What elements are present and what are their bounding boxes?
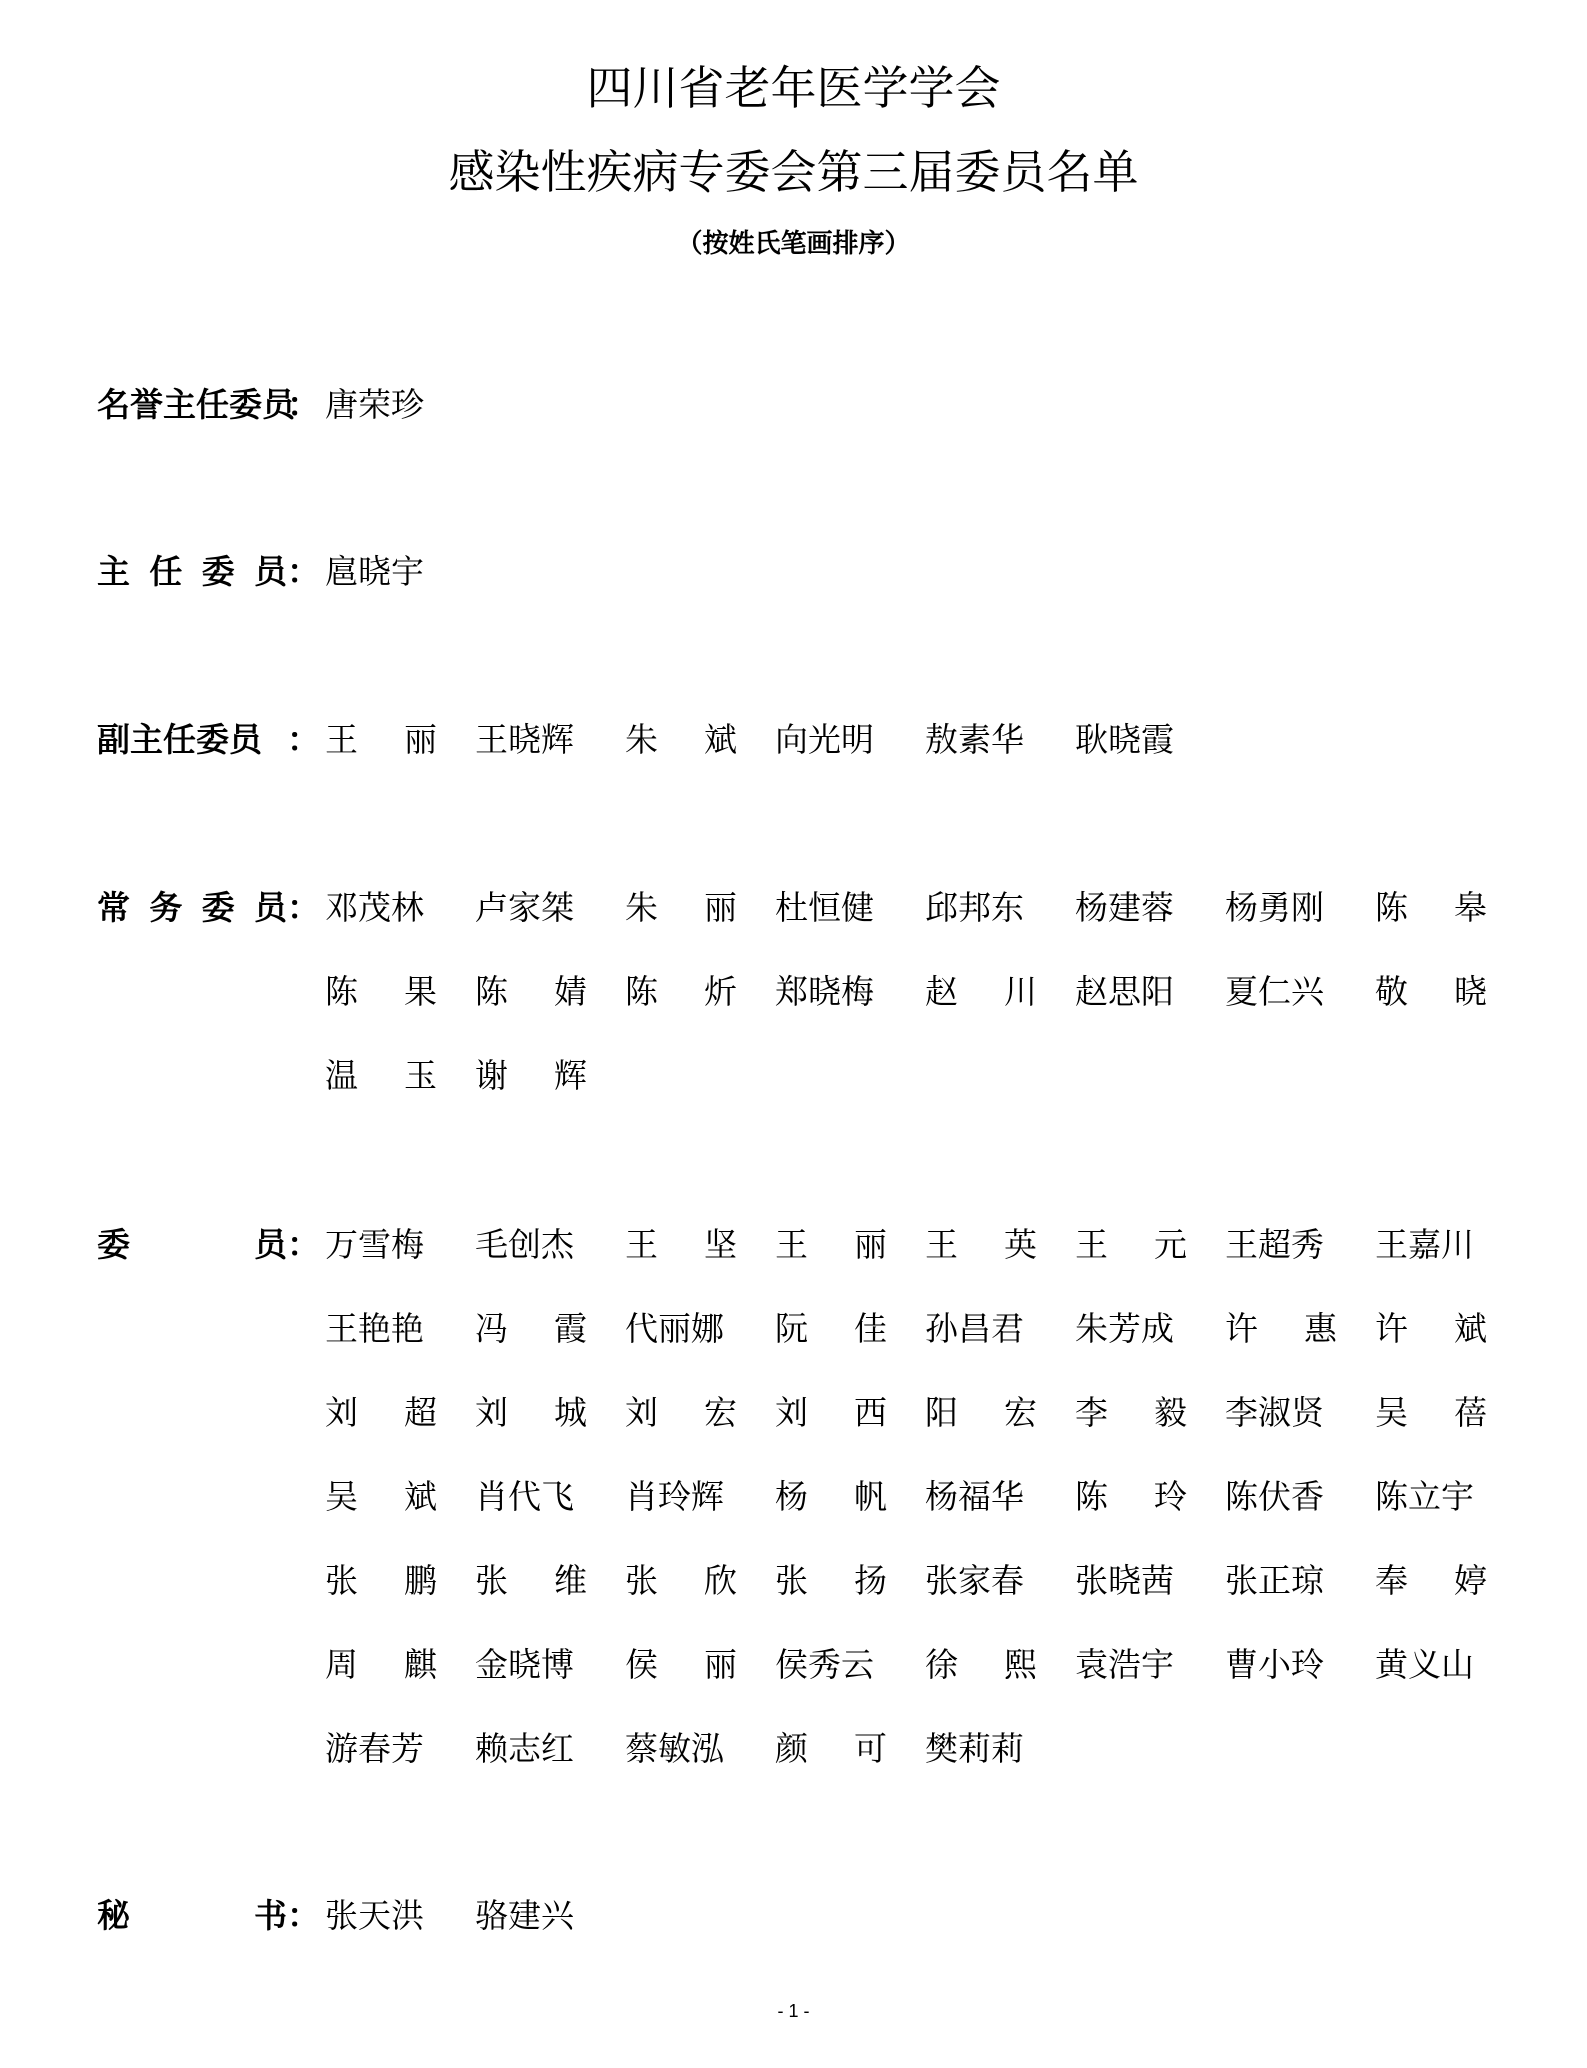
label-colon: ： (287, 1225, 320, 1264)
member-name: 王晓辉 (475, 720, 574, 759)
member-name: 许 惠 (1225, 1309, 1337, 1348)
member-name: 向光明 (775, 720, 874, 759)
member-name: 邓茂林 (325, 888, 424, 927)
member-name: 颜 可 (775, 1729, 887, 1768)
member-name: 陈伏香 (1225, 1477, 1324, 1516)
member-name: 代丽娜 (625, 1309, 724, 1348)
member-name: 冯 霞 (475, 1309, 587, 1348)
name-list (325, 363, 1525, 447)
member-name: 夏仁兴 (1225, 972, 1324, 1011)
member-name: 杨勇刚 (1225, 888, 1324, 927)
member-name: 赖志红 (475, 1729, 574, 1768)
member-name: 陈 婧 (475, 972, 587, 1011)
member-name: 曹小玲 (1225, 1645, 1324, 1684)
section-label-text: 副主任委员 (97, 720, 262, 759)
section-label (97, 1874, 325, 1958)
member-name: 徐 熙 (925, 1645, 1037, 1684)
member-name: 张 维 (475, 1561, 587, 1600)
document-subtitle: （按姓氏笔画排序） (676, 229, 911, 259)
label-colon: ： (287, 552, 320, 591)
member-name: 万雪梅 (325, 1225, 424, 1264)
member-name: 温 玉 (325, 1056, 437, 1095)
member-name: 袁浩宇 (1075, 1645, 1174, 1684)
member-name: 敬 晓 (1375, 972, 1487, 1011)
member-name: 郑晓梅 (775, 972, 874, 1011)
member-name: 杨福华 (925, 1477, 1024, 1516)
member-name: 阮 佳 (775, 1309, 887, 1348)
member-name: 毛创杰 (475, 1225, 574, 1264)
member-name: 陈 皋 (1375, 888, 1487, 927)
name-list (325, 1874, 1525, 1958)
section-label-text: 名誉主任委员 (97, 385, 295, 424)
document-title-line2: 感染性疾病专委会第三届委员名单 (448, 145, 1139, 199)
member-name: 樊莉莉 (925, 1729, 1024, 1768)
page-number: - 1 - (777, 2001, 810, 2021)
member-name: 张 欣 (625, 1561, 737, 1600)
member-name: 谢 辉 (475, 1056, 587, 1095)
member-name: 卢家桀 (475, 888, 574, 927)
member-name: 朱 斌 (625, 720, 737, 759)
member-name: 扈晓宇 (325, 552, 424, 591)
label-colon: ： (287, 720, 320, 759)
member-name: 赵 川 (925, 972, 1037, 1011)
member-name: 唐荣珍 (325, 385, 424, 424)
label-colon: ： (287, 1896, 320, 1935)
member-name: 刘 城 (475, 1393, 587, 1432)
name-list (325, 698, 1525, 782)
member-name: 陈 玲 (1075, 1477, 1187, 1516)
section-label (97, 866, 325, 950)
member-name: 王 丽 (325, 720, 437, 759)
member-name: 王 英 (925, 1225, 1037, 1264)
member-name: 张 鹏 (325, 1561, 437, 1600)
member-name: 李 毅 (1075, 1393, 1187, 1432)
member-name: 朱芳成 (1075, 1309, 1174, 1348)
member-name: 黄义山 (1375, 1645, 1474, 1684)
name-list (325, 530, 1525, 614)
member-name: 张家春 (925, 1561, 1024, 1600)
section-label (97, 530, 325, 614)
member-name: 孙昌君 (925, 1309, 1024, 1348)
member-name: 陈 炘 (625, 972, 737, 1011)
document-title-line1: 四川省老年医学学会 (586, 61, 1001, 115)
member-name: 侯秀云 (775, 1645, 874, 1684)
member-name: 邱邦东 (925, 888, 1024, 927)
member-name: 游春芳 (325, 1729, 424, 1768)
member-name: 杨建蓉 (1075, 888, 1174, 927)
label-colon: ： (287, 385, 320, 424)
section-label-text: 秘 书 (97, 1896, 287, 1935)
section-label (97, 363, 325, 447)
member-name: 陈 果 (325, 972, 437, 1011)
member-name: 杨 帆 (775, 1477, 887, 1516)
member-name: 肖代飞 (475, 1477, 574, 1516)
member-name: 吴 蓓 (1375, 1393, 1487, 1432)
name-list (325, 866, 1525, 1118)
member-name: 肖玲辉 (625, 1477, 724, 1516)
member-name: 王艳艳 (325, 1309, 424, 1348)
member-name: 张晓茜 (1075, 1561, 1174, 1600)
label-colon: ： (287, 888, 320, 927)
member-name: 阳 宏 (925, 1393, 1037, 1432)
member-name: 张 扬 (775, 1561, 887, 1600)
member-name: 吴 斌 (325, 1477, 437, 1516)
member-name: 李淑贤 (1225, 1393, 1324, 1432)
member-name: 张正琼 (1225, 1561, 1324, 1600)
member-name: 刘 超 (325, 1393, 437, 1432)
member-name: 朱 丽 (625, 888, 737, 927)
member-name: 刘 西 (775, 1393, 887, 1432)
member-name: 王 丽 (775, 1225, 887, 1264)
member-name: 侯 丽 (625, 1645, 737, 1684)
member-name: 刘 宏 (625, 1393, 737, 1432)
member-name: 赵思阳 (1075, 972, 1174, 1011)
member-name: 蔡敏泓 (625, 1729, 724, 1768)
section-label-text: 主 任 委 员 (97, 552, 287, 591)
member-name: 敖素华 (925, 720, 1024, 759)
section-label-text: 常 务 委 员 (97, 888, 287, 927)
section-label-text: 委 员 (97, 1225, 287, 1264)
member-name: 奉 婷 (1375, 1561, 1487, 1600)
member-name: 张天洪 (325, 1896, 424, 1935)
member-name: 骆建兴 (475, 1896, 574, 1935)
member-name: 许 斌 (1375, 1309, 1487, 1348)
member-name: 王 坚 (625, 1225, 737, 1264)
member-name: 金晓博 (475, 1645, 574, 1684)
member-name: 王 元 (1075, 1225, 1187, 1264)
name-list (325, 1203, 1525, 1791)
member-name: 王超秀 (1225, 1225, 1324, 1264)
member-name: 杜恒健 (775, 888, 874, 927)
member-name: 周 麒 (325, 1645, 437, 1684)
member-name: 王嘉川 (1375, 1225, 1474, 1264)
section-label (97, 1203, 325, 1287)
member-name: 耿晓霞 (1075, 720, 1174, 759)
member-name: 陈立宇 (1375, 1477, 1474, 1516)
section-label (97, 698, 325, 782)
